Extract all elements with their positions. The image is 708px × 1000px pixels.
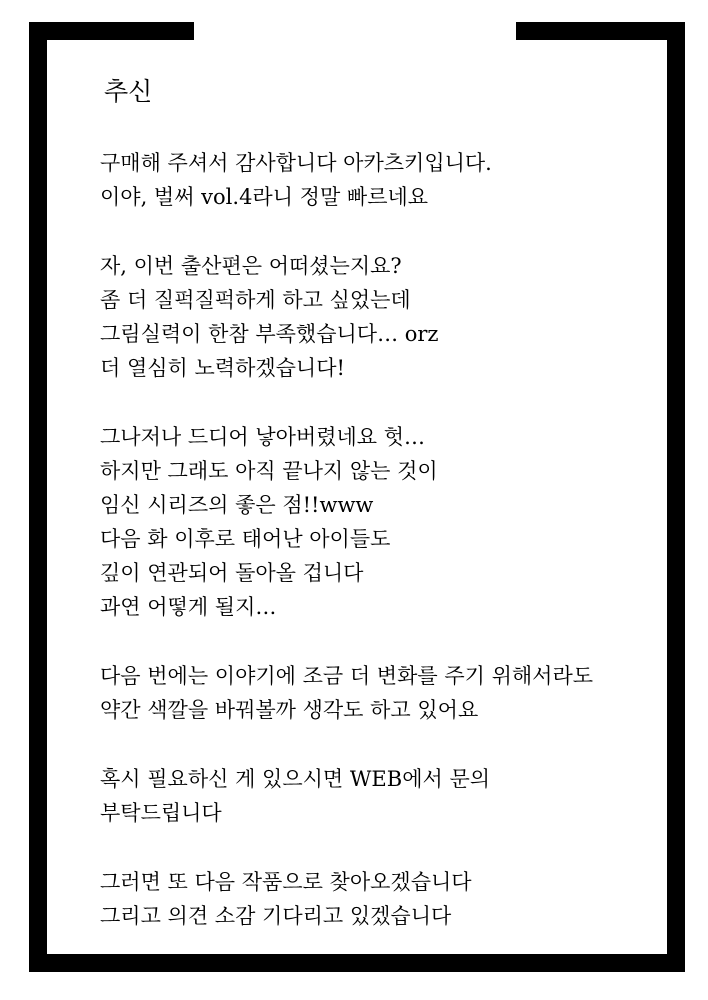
frame-border-top-right: [516, 22, 685, 40]
text-line: 그나저나 드디어 낳아버렸네요 헛…: [100, 425, 426, 449]
text-line: 그림실력이 한참 부족했습니다… orz: [100, 322, 439, 346]
text-line: 자, 이번 출산편은 어떠셨는지요?: [100, 254, 402, 278]
text-line: 부탁드립니다: [100, 801, 222, 825]
frame-border-right: [667, 22, 685, 972]
text-line: 다음 번에는 이야기에 조금 더 변화를 주기 위해서라도: [100, 664, 594, 688]
text-line: 깊이 연관되어 돌아올 겁니다: [100, 561, 364, 585]
page-title: 추신: [104, 77, 153, 106]
paragraph-series: [100, 420, 660, 624]
text-line: 혹시 필요하신 게 있으시면 WEB에서 문의: [100, 767, 491, 791]
frame-border-left: [29, 22, 47, 972]
postscript-content: [100, 72, 660, 968]
text-line: 그러면 또 다음 작품으로 찾아오겠습니다: [100, 870, 472, 894]
text-line: 구매해 주셔서 감사합니다 아카츠키입니다.: [100, 151, 492, 175]
paragraph-contact: [100, 762, 660, 830]
paragraph-feedback: [100, 249, 660, 385]
text-line: 이야, 벌써 vol.4라니 정말 빠르네요: [100, 185, 429, 209]
text-line: 더 열심히 노력하겠습니다!: [100, 356, 345, 380]
paragraph-closing: [100, 865, 660, 933]
text-line: 임신 시리즈의 좋은 점!!www: [100, 493, 374, 517]
text-line: 다음 화 이후로 태어난 아이들도: [100, 527, 391, 551]
frame-border-top-left: [29, 22, 194, 40]
text-line: 좀 더 질퍽질퍽하게 하고 싶었는데: [100, 288, 411, 312]
text-line: 약간 색깔을 바꿔볼까 생각도 하고 있어요: [100, 698, 479, 722]
text-line: 그리고 의견 소감 기다리고 있겠습니다: [100, 904, 452, 928]
paragraph-greeting: [100, 146, 660, 214]
text-line: 하지만 그래도 아직 끝나지 않는 것이: [100, 459, 438, 483]
paragraph-next-plans: [100, 659, 660, 727]
text-line: 과연 어떻게 될지…: [100, 595, 277, 619]
